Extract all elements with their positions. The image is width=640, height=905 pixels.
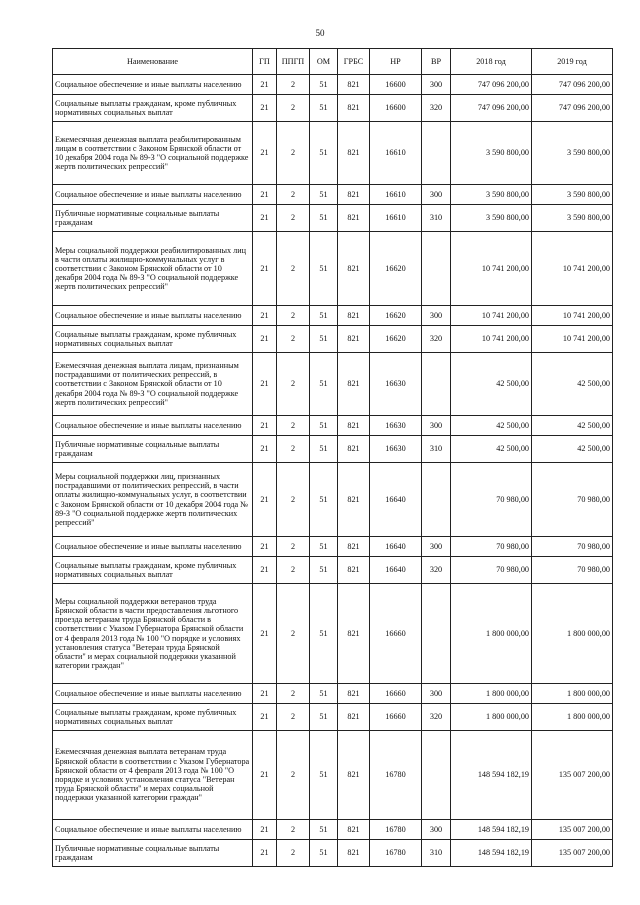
header-om: ОМ [310, 49, 338, 75]
row-pgp: 2 [277, 840, 310, 867]
row-gp: 21 [253, 306, 277, 326]
row-name: Меры социальной поддержки ветеранов труда Брянской области в части предоставления льготного проезда ветеранам труда Брянской области в соответствии с Указом Губернатора Брянской области от 4 февраля 2013 года № 100 "О порядке и условиях установления статуса "Ветеран труда Брянской области" и мерах социальной поддержки указанной категории граждан" [53, 584, 253, 684]
row-amount-2019: 42 500,00 [532, 353, 613, 416]
header-name: Наименование [53, 49, 253, 75]
row-gp: 21 [253, 684, 277, 704]
row-np: 16660 [370, 704, 422, 731]
row-vr: 310 [422, 436, 451, 463]
row-om: 51 [310, 584, 338, 684]
row-amount-2019: 10 741 200,00 [532, 306, 613, 326]
table-row [53, 326, 613, 353]
row-np: 16620 [370, 232, 422, 306]
row-vr: 320 [422, 326, 451, 353]
row-vr: 300 [422, 820, 451, 840]
row-amount-2019: 3 590 800,00 [532, 185, 613, 205]
row-grbs: 821 [338, 436, 370, 463]
row-np: 16640 [370, 537, 422, 557]
row-amount-2018: 42 500,00 [451, 436, 532, 463]
row-amount-2019: 1 800 000,00 [532, 684, 613, 704]
row-grbs: 821 [338, 416, 370, 436]
row-amount-2018: 747 096 200,00 [451, 75, 532, 95]
row-amount-2018: 10 741 200,00 [451, 306, 532, 326]
row-np: 16780 [370, 731, 422, 820]
table-row [53, 557, 613, 584]
row-pgp: 2 [277, 306, 310, 326]
row-om: 51 [310, 95, 338, 122]
row-gp: 21 [253, 185, 277, 205]
row-om: 51 [310, 731, 338, 820]
table-row [53, 731, 613, 820]
row-gp: 21 [253, 75, 277, 95]
row-np: 16620 [370, 326, 422, 353]
row-amount-2019: 70 980,00 [532, 463, 613, 537]
row-grbs: 821 [338, 463, 370, 537]
row-np: 16660 [370, 584, 422, 684]
row-name: Публичные нормативные социальные выплаты гражданам [53, 436, 253, 463]
row-grbs: 821 [338, 306, 370, 326]
row-gp: 21 [253, 122, 277, 185]
row-vr [422, 584, 451, 684]
row-amount-2019: 747 096 200,00 [532, 75, 613, 95]
row-grbs: 821 [338, 232, 370, 306]
row-name: Социальное обеспечение и иные выплаты населению [53, 416, 253, 436]
row-name: Меры социальной поддержки реабилитированных лиц в части оплаты жилищно-коммунальных услуг в соответствии с Законом Брянской области от 10 декабря 2004 года № 89-З "О социальной поддержке жертв политических репрессий" [53, 232, 253, 306]
row-name: Ежемесячная денежная выплата ветеранам труда Брянской области в соответствии с Указом Губернатора Брянской области от 4 февраля 2013 года № 100 "О порядке и условиях установления статуса "Ветеран труда Брянской области" и мерах социальной поддержки указанной категории граждан" [53, 731, 253, 820]
row-vr [422, 463, 451, 537]
row-om: 51 [310, 684, 338, 704]
budget-table [52, 48, 613, 867]
table-row [53, 122, 613, 185]
row-gp: 21 [253, 232, 277, 306]
row-vr: 300 [422, 75, 451, 95]
row-om: 51 [310, 75, 338, 95]
row-om: 51 [310, 232, 338, 306]
row-grbs: 821 [338, 537, 370, 557]
header-vr: ВР [422, 49, 451, 75]
row-np: 16630 [370, 353, 422, 416]
row-amount-2018: 42 500,00 [451, 353, 532, 416]
row-name: Социальное обеспечение и иные выплаты населению [53, 820, 253, 840]
row-amount-2019: 10 741 200,00 [532, 326, 613, 353]
table-row [53, 584, 613, 684]
row-gp: 21 [253, 353, 277, 416]
row-pgp: 2 [277, 684, 310, 704]
row-om: 51 [310, 122, 338, 185]
row-amount-2018: 10 741 200,00 [451, 326, 532, 353]
row-amount-2019: 135 007 200,00 [532, 820, 613, 840]
row-pgp: 2 [277, 537, 310, 557]
row-amount-2018: 3 590 800,00 [451, 122, 532, 185]
row-pgp: 2 [277, 326, 310, 353]
row-vr: 320 [422, 704, 451, 731]
table-row [53, 463, 613, 537]
table-row [53, 416, 613, 436]
row-om: 51 [310, 185, 338, 205]
row-name: Ежемесячная денежная выплата лицам, признанным пострадавшими от политических репрессий, в соответствии с Законом Брянской области от 10 декабря 2004 года № 89-З "О социальной поддержке жертв политических репрессий" [53, 353, 253, 416]
row-np: 16630 [370, 436, 422, 463]
table-row [53, 537, 613, 557]
row-vr: 300 [422, 306, 451, 326]
row-np: 16620 [370, 306, 422, 326]
row-grbs: 821 [338, 353, 370, 416]
row-np: 16780 [370, 840, 422, 867]
page-number: 50 [315, 28, 325, 38]
row-grbs: 821 [338, 557, 370, 584]
row-om: 51 [310, 557, 338, 584]
row-grbs: 821 [338, 326, 370, 353]
row-om: 51 [310, 306, 338, 326]
row-amount-2019: 10 741 200,00 [532, 232, 613, 306]
row-grbs: 821 [338, 820, 370, 840]
row-np: 16610 [370, 122, 422, 185]
row-vr [422, 122, 451, 185]
row-pgp: 2 [277, 95, 310, 122]
row-np: 16630 [370, 416, 422, 436]
table-row [53, 353, 613, 416]
row-amount-2019: 70 980,00 [532, 537, 613, 557]
row-vr: 300 [422, 416, 451, 436]
row-amount-2018: 70 980,00 [451, 463, 532, 537]
row-amount-2019: 747 096 200,00 [532, 95, 613, 122]
row-grbs: 821 [338, 95, 370, 122]
row-gp: 21 [253, 205, 277, 232]
row-grbs: 821 [338, 731, 370, 820]
row-amount-2019: 3 590 800,00 [532, 205, 613, 232]
row-grbs: 821 [338, 704, 370, 731]
row-om: 51 [310, 205, 338, 232]
row-amount-2018: 70 980,00 [451, 557, 532, 584]
row-vr: 320 [422, 95, 451, 122]
row-name: Социальные выплаты гражданам, кроме публичных нормативных социальных выплат [53, 704, 253, 731]
row-vr: 310 [422, 205, 451, 232]
row-vr: 310 [422, 840, 451, 867]
row-pgp: 2 [277, 416, 310, 436]
row-grbs: 821 [338, 840, 370, 867]
row-amount-2019: 70 980,00 [532, 557, 613, 584]
row-gp: 21 [253, 326, 277, 353]
row-pgp: 2 [277, 820, 310, 840]
row-np: 16660 [370, 684, 422, 704]
row-gp: 21 [253, 436, 277, 463]
row-vr: 320 [422, 557, 451, 584]
row-amount-2018: 148 594 182,19 [451, 840, 532, 867]
row-pgp: 2 [277, 185, 310, 205]
row-gp: 21 [253, 463, 277, 537]
row-gp: 21 [253, 704, 277, 731]
row-gp: 21 [253, 820, 277, 840]
row-np: 16780 [370, 820, 422, 840]
table-row [53, 840, 613, 867]
row-vr: 300 [422, 537, 451, 557]
row-vr [422, 353, 451, 416]
row-pgp: 2 [277, 463, 310, 537]
row-pgp: 2 [277, 205, 310, 232]
row-np: 16640 [370, 557, 422, 584]
row-amount-2018: 3 590 800,00 [451, 185, 532, 205]
row-om: 51 [310, 326, 338, 353]
row-name: Публичные нормативные социальные выплаты гражданам [53, 205, 253, 232]
row-amount-2018: 10 741 200,00 [451, 232, 532, 306]
row-gp: 21 [253, 557, 277, 584]
table-row [53, 820, 613, 840]
row-om: 51 [310, 704, 338, 731]
row-om: 51 [310, 820, 338, 840]
row-grbs: 821 [338, 205, 370, 232]
row-gp: 21 [253, 584, 277, 684]
row-amount-2018: 42 500,00 [451, 416, 532, 436]
header-gp: ГП [253, 49, 277, 75]
row-np: 16610 [370, 185, 422, 205]
row-name: Социальное обеспечение и иные выплаты населению [53, 75, 253, 95]
row-name: Социальное обеспечение и иные выплаты населению [53, 684, 253, 704]
row-grbs: 821 [338, 584, 370, 684]
row-amount-2018: 148 594 182,19 [451, 731, 532, 820]
row-pgp: 2 [277, 122, 310, 185]
row-vr [422, 731, 451, 820]
row-amount-2019: 135 007 200,00 [532, 731, 613, 820]
row-gp: 21 [253, 731, 277, 820]
row-name: Социальные выплаты гражданам, кроме публичных нормативных социальных выплат [53, 557, 253, 584]
row-amount-2019: 1 800 000,00 [532, 704, 613, 731]
header-year-2018: 2018 год [451, 49, 532, 75]
row-om: 51 [310, 840, 338, 867]
row-om: 51 [310, 436, 338, 463]
row-name: Социальные выплаты гражданам, кроме публичных нормативных социальных выплат [53, 326, 253, 353]
row-amount-2018: 148 594 182,19 [451, 820, 532, 840]
row-name: Социальное обеспечение и иные выплаты населению [53, 306, 253, 326]
row-om: 51 [310, 353, 338, 416]
row-vr: 300 [422, 684, 451, 704]
row-gp: 21 [253, 95, 277, 122]
row-amount-2019: 135 007 200,00 [532, 840, 613, 867]
row-vr [422, 232, 451, 306]
row-gp: 21 [253, 537, 277, 557]
row-om: 51 [310, 463, 338, 537]
row-name: Социальное обеспечение и иные выплаты населению [53, 537, 253, 557]
row-grbs: 821 [338, 75, 370, 95]
row-name: Меры социальной поддержки лиц, признанных пострадавшими от политических репрессий, в части оплаты жилищно-коммунальных услуг, в соответствии с Законом Брянской области от 10 декабря 2004 года № 89-З "О социальной поддержке жертв политических репрессий" [53, 463, 253, 537]
row-amount-2019: 1 800 000,00 [532, 584, 613, 684]
row-grbs: 821 [338, 684, 370, 704]
table-row [53, 306, 613, 326]
row-name: Социальное обеспечение и иные выплаты населению [53, 185, 253, 205]
row-amount-2018: 70 980,00 [451, 537, 532, 557]
row-amount-2019: 42 500,00 [532, 436, 613, 463]
row-pgp: 2 [277, 557, 310, 584]
row-pgp: 2 [277, 232, 310, 306]
row-name: Ежемесячная денежная выплата реабилитированным лицам в соответствии с Законом Брянской области от 10 декабря 2004 года № 89-З "О социальной поддержке жертв политических репрессий" [53, 122, 253, 185]
row-pgp: 2 [277, 731, 310, 820]
row-name: Социальные выплаты гражданам, кроме публичных нормативных социальных выплат [53, 95, 253, 122]
row-pgp: 2 [277, 584, 310, 684]
row-amount-2018: 747 096 200,00 [451, 95, 532, 122]
row-amount-2018: 1 800 000,00 [451, 704, 532, 731]
row-pgp: 2 [277, 436, 310, 463]
header-year-2019: 2019 год [532, 49, 613, 75]
row-grbs: 821 [338, 122, 370, 185]
row-om: 51 [310, 537, 338, 557]
row-vr: 300 [422, 185, 451, 205]
table-row [53, 185, 613, 205]
row-gp: 21 [253, 840, 277, 867]
table-row [53, 436, 613, 463]
header-np: НР [370, 49, 422, 75]
row-pgp: 2 [277, 353, 310, 416]
row-name: Публичные нормативные социальные выплаты гражданам [53, 840, 253, 867]
row-amount-2019: 3 590 800,00 [532, 122, 613, 185]
row-np: 16600 [370, 95, 422, 122]
row-amount-2018: 1 800 000,00 [451, 684, 532, 704]
table-row [53, 704, 613, 731]
table-row [53, 75, 613, 95]
header-grbs: ГРБС [338, 49, 370, 75]
table-row [53, 684, 613, 704]
row-np: 16600 [370, 75, 422, 95]
header-pgp: ППГП [277, 49, 310, 75]
row-om: 51 [310, 416, 338, 436]
row-gp: 21 [253, 416, 277, 436]
row-grbs: 821 [338, 185, 370, 205]
table-row [53, 205, 613, 232]
row-np: 16610 [370, 205, 422, 232]
row-amount-2018: 1 800 000,00 [451, 584, 532, 684]
table-row [53, 95, 613, 122]
row-pgp: 2 [277, 704, 310, 731]
row-amount-2018: 3 590 800,00 [451, 205, 532, 232]
row-amount-2019: 42 500,00 [532, 416, 613, 436]
row-np: 16640 [370, 463, 422, 537]
table-row [53, 232, 613, 306]
row-pgp: 2 [277, 75, 310, 95]
table-header-row [53, 49, 613, 75]
